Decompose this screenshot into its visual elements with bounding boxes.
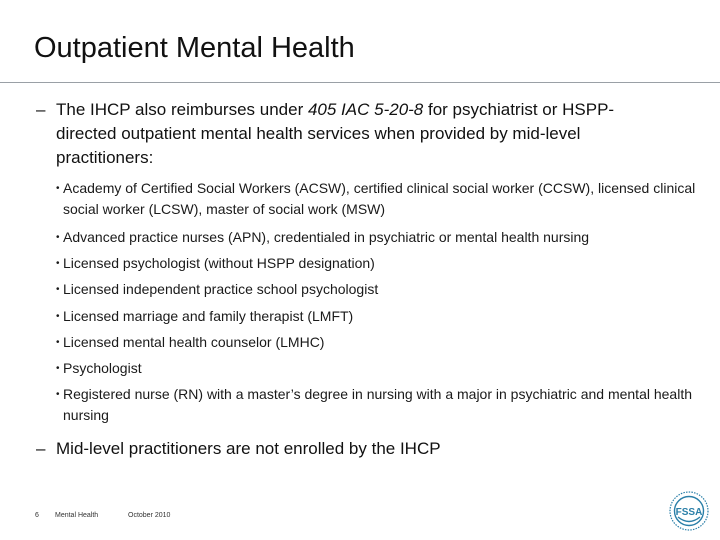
bullet-icon: •: [56, 258, 60, 269]
intro-paragraph: [36, 98, 666, 170]
bullet-icon: •: [56, 389, 60, 400]
list-item: [56, 384, 706, 426]
dash-marker: –: [36, 100, 46, 119]
intro-text-after: for psychiatrist or HSPP-directed outpatient mental health services when provided by mid-level practitioners:: [56, 100, 615, 167]
title-divider: [0, 82, 720, 83]
bullet-icon: •: [56, 183, 60, 194]
closing-text: Mid-level practitioners are not enrolled by the IHCP: [56, 439, 441, 458]
dash-marker: –: [36, 439, 46, 458]
list-item: [56, 178, 706, 220]
list-item-text: Academy of Certified Social Workers (ACSW), certified clinical social worker (CCSW), licensed clinical social worker (LCSW), master of social work (MSW): [63, 180, 696, 217]
list-item-text: Licensed psychologist (without HSPP designation): [63, 255, 375, 271]
list-item: [56, 227, 706, 248]
logo-label: FSSA: [675, 507, 703, 518]
list-item-text: Advanced practice nurses (APN), credentialed in psychiatric or mental health nursing: [63, 229, 590, 245]
fssa-logo-icon: [668, 490, 710, 532]
footer-page-number: 6: [35, 512, 39, 519]
bullet-icon: •: [56, 337, 60, 348]
closing-paragraph: [36, 437, 676, 461]
footer-section: Mental Health: [55, 512, 99, 519]
list-item: [56, 358, 706, 379]
list-item: [56, 279, 706, 300]
footer-date: October 2010: [128, 512, 171, 519]
regulation-citation: 405 IAC 5-20-8: [307, 100, 424, 119]
bullet-icon: •: [56, 311, 60, 322]
list-item-text: Licensed marriage and family therapist (LMFT): [63, 308, 354, 324]
slide-title: Outpatient Mental Health: [34, 32, 355, 64]
bullet-icon: •: [56, 232, 60, 243]
list-item: [56, 306, 706, 327]
list-item-text: Licensed independent practice school psychologist: [63, 281, 379, 297]
list-item-text: Registered nurse (RN) with a master’s degree in nursing with a major in psychiatric and mental health nursing: [63, 386, 692, 423]
intro-text-before: The IHCP also reimburses under: [56, 100, 308, 119]
list-item: [56, 253, 706, 274]
list-item-text: Psychologist: [63, 360, 142, 376]
list-item-text: Licensed mental health counselor (LMHC): [63, 334, 325, 350]
bullet-icon: •: [56, 363, 60, 374]
bullet-icon: •: [56, 284, 60, 295]
intro-text: [56, 98, 666, 170]
list-item: [56, 332, 706, 353]
